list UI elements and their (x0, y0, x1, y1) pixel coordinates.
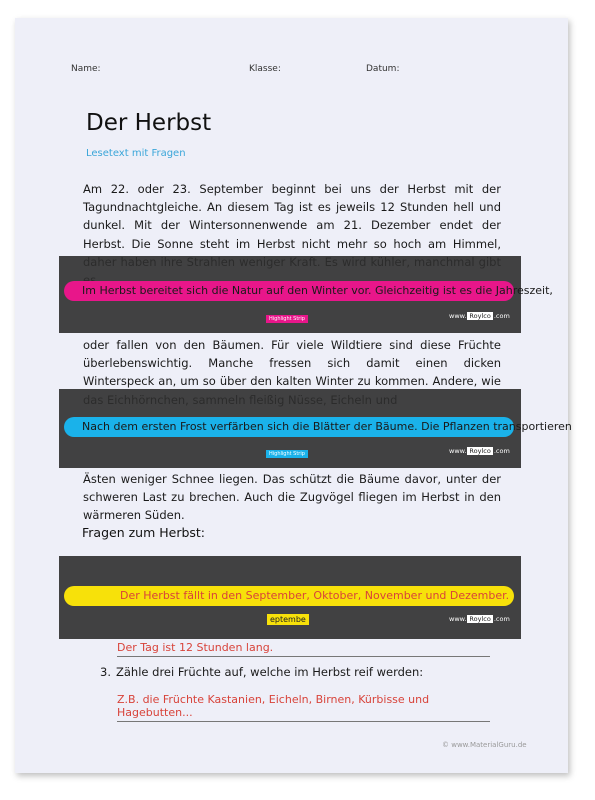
date-label: Datum: (366, 64, 400, 74)
name-label: Name: (71, 64, 101, 74)
brand-mark-1: www. Roylco .com (449, 312, 510, 320)
brand-mark-3: www. Roylco .com (449, 615, 510, 623)
paragraph-end: Ästen weniger Schnee liegen. Das schützt die Bäume davor, unter der schweren Last zu brechen. Auch die Zugvögel fliegen im Herbst in den wärmeren Süden. (83, 472, 501, 523)
highlight-strip-pink[interactable]: Im Herbst bereitet sich die Natur auf den Winter vor. Gleichzeitig ist es die Jahreszeit, (64, 281, 514, 301)
answer-line-2: Der Tag ist 12 Stunden lang. (117, 641, 490, 657)
strip-tag-pink: Highlight Strip (266, 315, 308, 323)
highlight-strip-yellow[interactable]: Der Herbst fällt in den September, Oktober, November und Dezember. (64, 586, 514, 606)
questions-heading: Fragen zum Herbst: (82, 525, 206, 540)
question-text-3: Zähle drei Früchte auf, welche im Herbst reif werden: (116, 665, 424, 679)
page-title: Der Herbst (86, 110, 212, 136)
strip-tag-yellow: eptembe (267, 614, 309, 625)
class-label: Klasse: (249, 64, 281, 74)
answer-line-3: Z.B. die Früchte Kastanien, Eicheln, Birnen, Kürbisse und Hagebutten... (117, 693, 490, 722)
highlight-strip-blue[interactable]: Nach dem ersten Frost verfärben sich die Blätter der Bäume. Die Pflanzen transportieren (64, 417, 514, 437)
page-subtitle: Lesetext mit Fragen (86, 148, 186, 159)
paragraph-middle: oder fallen von den Bäumen. Für viele Wildtiere sind diese Früchte überlebenswichtig. Manche fressen sich damit einen dicken Winterspeck an, um so über den kalten Winter zu kommen. Andere, wie (83, 338, 501, 389)
brand-mark-2: www. Roylco .com (449, 447, 510, 455)
copyright-text: © www.MaterialGuru.de (442, 741, 527, 749)
strip-tag-blue: Highlight Strip (266, 450, 308, 458)
paragraph-intro: Am 22. oder 23. September beginnt bei uns der Herbst mit der Tagundnachtgleiche. An diesem Tag ist es jeweils 12 Stunden hell und dunkel. Mit der Wintersonnenwende am 21. Dezember endet der Herbst. Die Sonne steht im Herbst nicht mehr so hoch am Himmel, (83, 182, 501, 251)
question-number-3: 3. (100, 665, 111, 679)
